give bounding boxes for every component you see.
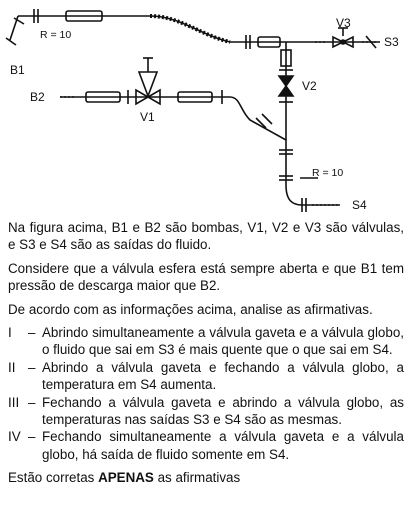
closing-suffix: as afirmativas [153, 470, 241, 486]
statement-item [8, 359, 404, 394]
valve-v3-label: V3 [336, 16, 351, 30]
paragraph-consider: Considere que a válvula esfera está sempre aberta e que B1 tem pressão de descarga maior que B2. [8, 260, 404, 294]
valve-v1-label: V1 [140, 110, 155, 124]
statement-item [8, 394, 404, 429]
statement-dash: – [28, 359, 36, 375]
statement-dash: – [28, 394, 36, 410]
statement-text: Abrindo simultaneamente a válvula gaveta e a válvula globo, o fluido que sai em S3 é mais quente que o que sai em S4. [42, 325, 404, 358]
statement-text: Fechando simultaneamente a válvula gaveta e a válvula globo, há saída de fluido somente em S4. [42, 429, 404, 462]
statement-dash: – [28, 325, 36, 341]
statement-number: IV [8, 429, 21, 445]
statement-item [8, 428, 404, 463]
statement-dash: – [28, 429, 36, 445]
outlet-s4-label: S4 [352, 198, 367, 212]
statement-text: Abrindo a válvula gaveta e fechando a válvula globo, a temperatura em S4 aumenta. [42, 359, 404, 393]
statement-text: Fechando a válvula gaveta e abrindo a válvula globo, as temperaturas nas saídas S3 e S4 são as mesmas. [42, 394, 404, 428]
valve-v2-label: V2 [302, 79, 317, 93]
paragraph-intro: Na figura acima, B1 e B2 são bombas, V1, V2 e V3 são válvulas, e S3 e S4 são as saídas do fluido. [8, 220, 404, 253]
closing-emphasis: APENAS [98, 470, 154, 486]
radius-label-top: R = 10 [40, 29, 72, 41]
statement-list [8, 324, 404, 463]
pump-b1-label: B1 [10, 63, 25, 77]
question-text [8, 219, 404, 493]
statement-number: III [8, 394, 20, 410]
outlet-s3-label: S3 [384, 35, 399, 49]
paragraph-instruction: De acordo com as informações acima, analise as afirmativas. [8, 301, 373, 317]
statement-number: I [8, 325, 12, 341]
statement-item [8, 324, 404, 359]
radius-label-bottom: R = 10 [312, 167, 344, 179]
statement-number: II [8, 359, 16, 375]
closing-line [8, 469, 404, 486]
closing-prefix: Estão corretas [8, 470, 99, 486]
pump-b2-label: B2 [30, 90, 45, 104]
piping-diagram [0, 0, 409, 215]
